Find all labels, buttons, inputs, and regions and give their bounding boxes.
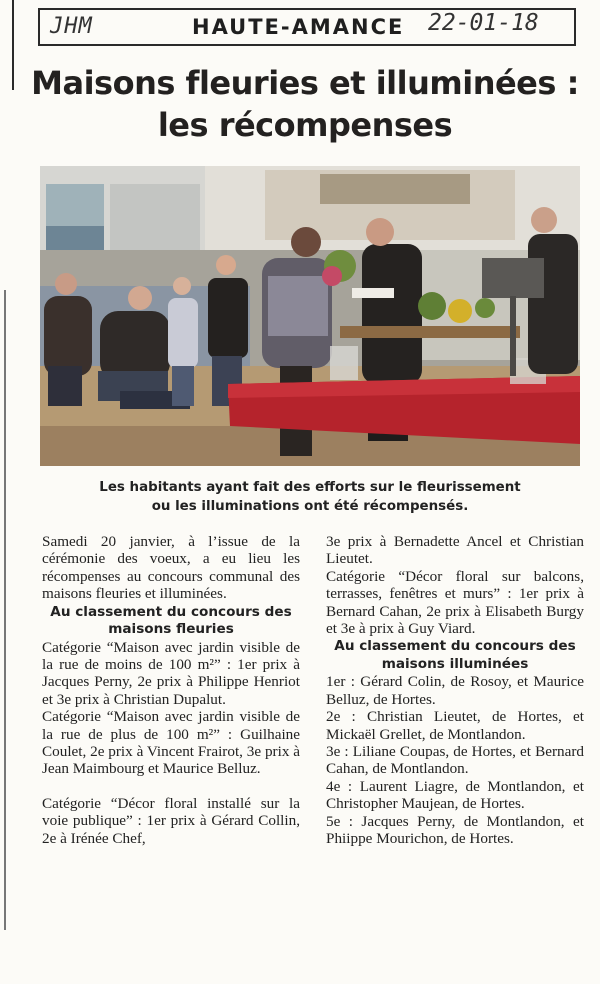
caption-line-1: Les habitants ayant fait des efforts sur le fleurissement [99, 480, 521, 495]
subheading-maisons-illuminees: Au classement du concours des maisons illuminées [334, 638, 576, 672]
handwritten-source-note: JHM [50, 14, 93, 39]
ranking-paragraph: 1er : Gérard Colin, de Rosoy, et Maurice Belluz, de Hortes. [326, 673, 584, 708]
ranking-paragraph: 5e : Jacques Perny, de Montlandon, et Phiippe Mourichon, de Hortes. [326, 812, 584, 848]
category-paragraph-continued: 3e prix à Bernadette Ancel et Christian Lieutet. [326, 533, 584, 568]
category-paragraph: Catégorie “Maison avec jardin visible de la rue de moins de 100 m²” : 1er prix à Jacques Perny, 2e prix à Philippe Henriot et 3e prix à Christian Dupalut. [42, 638, 300, 708]
column-rule [4, 290, 6, 930]
photo-caption [40, 478, 580, 516]
section-title: HAUTE-AMANCE [192, 15, 405, 39]
category-paragraph: Catégorie “Maison avec jardin visible de la rue de plus de 100 m²” : Guilhaine Coulet, 2e prix à Vincent Frairot, 3e prix à Jean Maimbourg et Maurice Belluz. [42, 708, 300, 778]
headline [20, 62, 590, 146]
ranking-paragraph: 2e : Christian Lieutet, de Hortes, et Mickaël Grellet, de Montlandon. [326, 708, 584, 743]
article-intro: Samedi 20 janvier, à l’issue de la cérémonie des voeux, a eu lieu les récompenses au concours communal des maisons fleuries et illuminées. [42, 533, 300, 603]
headline-line-1: Maisons fleuries et illuminées : [31, 64, 579, 102]
headline-line-2: les récompenses [157, 106, 453, 144]
ranking-paragraph: 4e : Laurent Liagre, de Montlandon, et Christopher Maujean, de Hortes. [326, 777, 584, 813]
category-paragraph: Catégorie “Décor floral installé sur la voie publique” : 1er prix à Gérard Collin, 2e à Irénée Chef, [42, 794, 300, 847]
article-column-right [326, 533, 584, 848]
caption-line-2: ou les illuminations ont été récompensés. [151, 499, 469, 514]
ranking-paragraph: 3e : Liliane Coupas, de Hortes, et Bernard Cahan, de Montlandon. [326, 743, 584, 778]
award-ceremony-photo [40, 166, 580, 466]
article-column-left [42, 533, 300, 847]
handwritten-date: 22-01-18 [428, 10, 539, 36]
article-photo [40, 166, 580, 466]
column-rule [12, 0, 14, 90]
category-paragraph: Catégorie “Décor floral sur balcons, terrasses, fenêtres et murs” : 1er prix à Bernard Cahan, 2e prix à Elisabeth Burgy et 3e à prix à Guy Viard. [326, 567, 584, 638]
subheading-maisons-fleuries: Au classement du concours des maisons fleuries [50, 603, 292, 638]
